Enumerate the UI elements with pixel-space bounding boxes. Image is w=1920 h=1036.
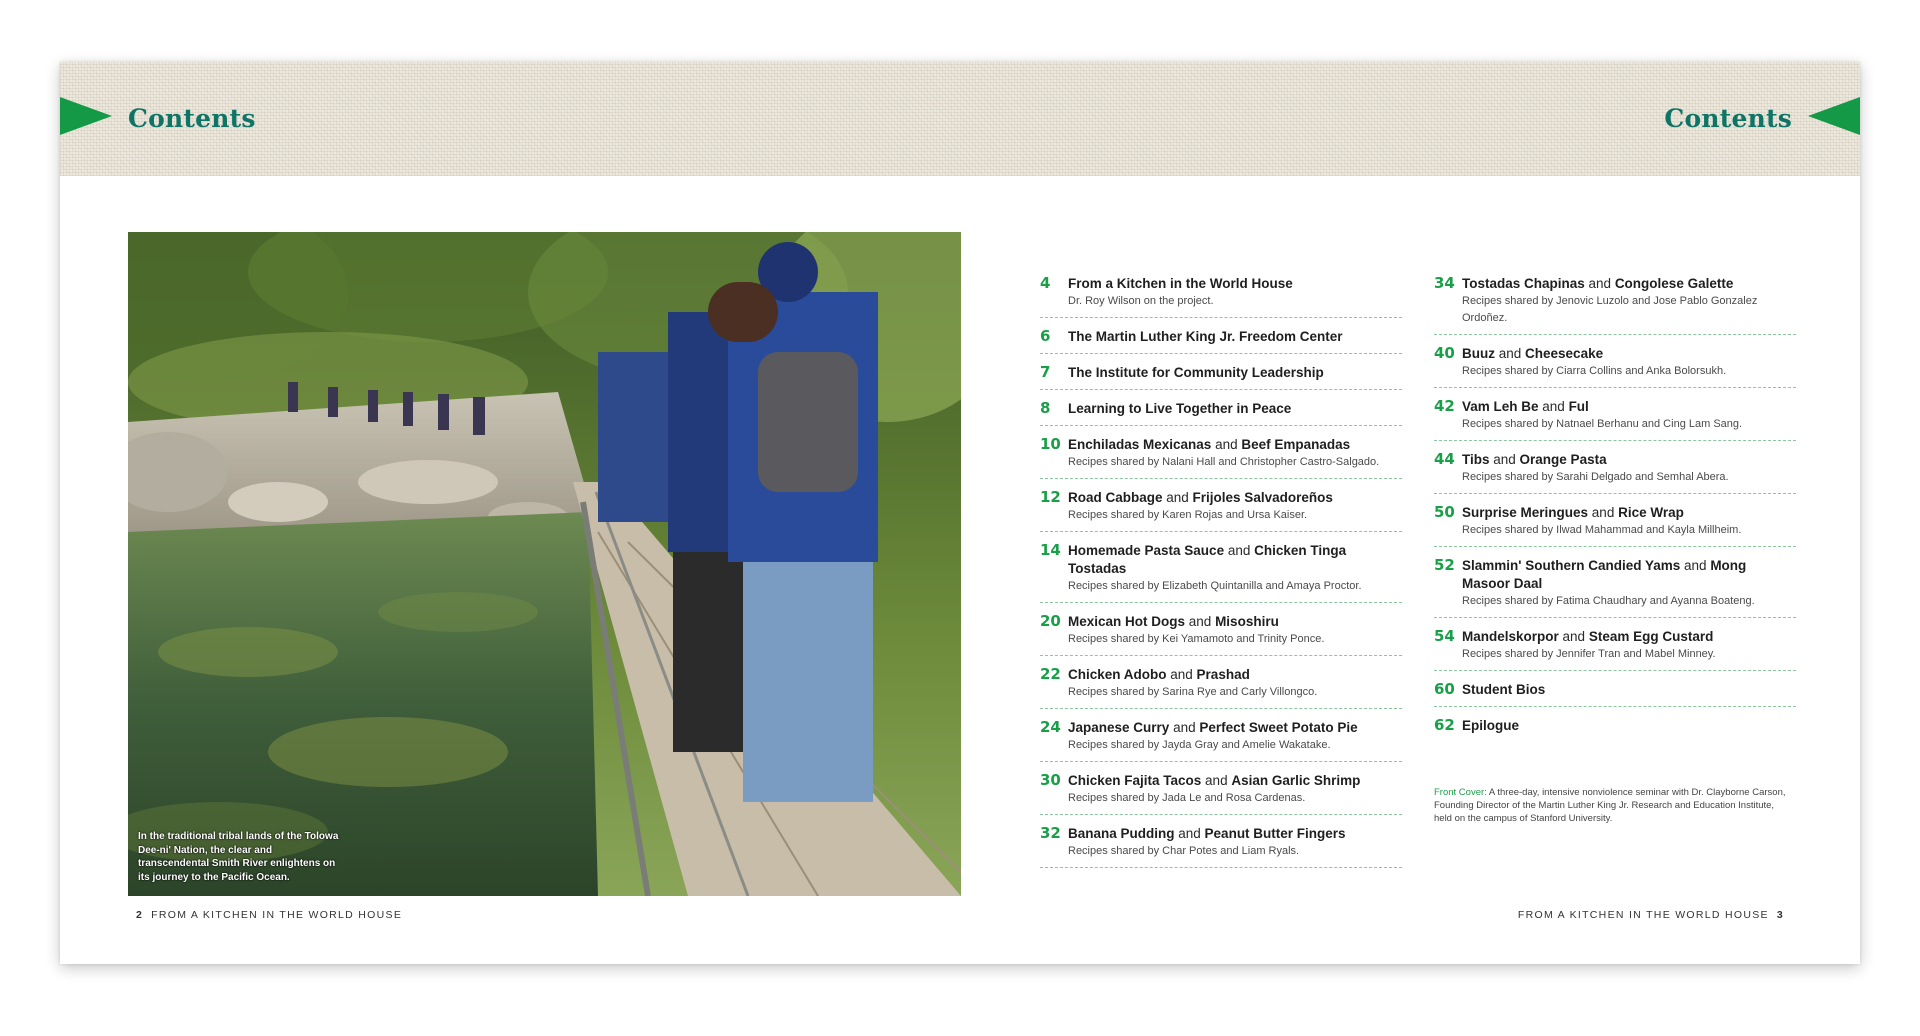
toc-title-and: and — [1166, 667, 1197, 682]
toc-title-secondary: Orange Pasta — [1519, 452, 1607, 467]
toc-page-number: 44 — [1434, 450, 1455, 468]
front-cover-text: A three-day, intensive nonviolence seminar with Dr. Clayborne Carson, Founding Director of the Martin Luther King Jr. Research and Education Institute, held on the campus of Stanford University. — [1434, 787, 1786, 824]
toc-title-secondary: Ful — [1568, 399, 1589, 414]
toc-title-secondary: Steam Egg Custard — [1588, 629, 1714, 644]
toc-entry[interactable] — [1040, 488, 1402, 532]
toc-entry[interactable] — [1434, 680, 1796, 707]
toc-title-primary: From a Kitchen in the World House — [1068, 276, 1293, 291]
toc-title-primary: Tibs — [1462, 452, 1490, 467]
toc-title-primary: The Institute for Community Leadership — [1068, 365, 1324, 380]
right-footer — [1518, 909, 1792, 921]
toc-entry-title — [1462, 716, 1796, 735]
toc-title-primary: Slammin' Southern Candied Yams — [1462, 558, 1681, 573]
toc-title-and: and — [1162, 490, 1193, 505]
toc-page-number: 52 — [1434, 556, 1455, 574]
toc-entry[interactable] — [1434, 503, 1796, 547]
toc-page-number: 60 — [1434, 680, 1455, 698]
toc-entry[interactable] — [1434, 397, 1796, 441]
toc-page-number: 4 — [1040, 274, 1051, 292]
front-cover-note — [1434, 786, 1794, 825]
toc-title-and: and — [1558, 629, 1589, 644]
toc-entry-subtitle: Recipes shared by Natnael Berhanu and Cing Lam Sang. — [1462, 418, 1743, 430]
toc-title-primary: The Martin Luther King Jr. Freedom Center — [1068, 329, 1343, 344]
toc-entry-title — [1462, 503, 1796, 522]
toc-page-number: 6 — [1040, 327, 1051, 345]
toc-title-secondary: Chicken Tinga Tostadas — [1068, 543, 1347, 576]
toc-page-number: 40 — [1434, 344, 1455, 362]
toc-entry-title — [1068, 718, 1402, 737]
toc-entry[interactable] — [1434, 450, 1796, 494]
toc-title-and: and — [1211, 437, 1242, 452]
right-footer-text: FROM A KITCHEN IN THE WORLD HOUSE — [1517, 909, 1769, 921]
toc-entry-subtitle: Recipes shared by Jennifer Tran and Mabel Minney. — [1462, 648, 1716, 660]
right-flag-marker — [1808, 97, 1860, 135]
toc-entry-subtitle: Recipes shared by Karen Rojas and Ursa Kaiser. — [1068, 509, 1308, 521]
toc-title-secondary: Congolese Galette — [1614, 276, 1734, 291]
toc-title-primary: Mexican Hot Dogs — [1068, 614, 1186, 629]
toc-title-primary: Chicken Adobo — [1068, 667, 1167, 682]
toc-title-and: and — [1588, 505, 1619, 520]
toc-entry-subtitle: Recipes shared by Fatima Chaudhary and Ayanna Boateng. — [1462, 595, 1755, 607]
toc-entry-subtitle: Recipes shared by Kei Yamamoto and Trinity Ponce. — [1068, 633, 1325, 645]
left-footer-text: FROM A KITCHEN IN THE WORLD HOUSE — [151, 909, 403, 921]
toc-title-primary: Buuz — [1462, 346, 1495, 361]
right-contents-title: Contents — [1664, 104, 1792, 133]
toc-title-primary: Vam Leh Be — [1462, 399, 1539, 414]
toc-page-number: 50 — [1434, 503, 1455, 521]
toc-title-and: and — [1174, 826, 1205, 841]
toc-title-primary: Tostadas Chapinas — [1462, 276, 1585, 291]
toc-title-secondary: Mong Masoor Daal — [1462, 558, 1747, 591]
left-footer — [128, 909, 402, 921]
toc-entry[interactable] — [1040, 771, 1402, 815]
toc-entry-title — [1068, 399, 1402, 418]
toc-left-column — [1040, 274, 1402, 877]
toc-entry-title — [1462, 680, 1796, 699]
toc-entry[interactable] — [1040, 435, 1402, 479]
toc-entry-title — [1068, 363, 1402, 382]
toc-title-primary: Epilogue — [1462, 718, 1519, 733]
toc-title-primary: Mandelskorpor — [1462, 629, 1559, 644]
toc-entry[interactable] — [1040, 718, 1402, 762]
toc-entry-title — [1068, 665, 1402, 684]
toc-page-number: 7 — [1040, 363, 1051, 381]
toc-title-and: and — [1495, 346, 1526, 361]
toc-entry-subtitle: Recipes shared by Nalani Hall and Christopher Castro-Salgado. — [1068, 456, 1380, 468]
toc-entry[interactable] — [1040, 327, 1402, 354]
toc-entry-title — [1068, 541, 1402, 578]
toc-title-secondary: Asian Garlic Shrimp — [1231, 773, 1361, 788]
toc-entry[interactable] — [1040, 612, 1402, 656]
toc-entry-subtitle: Recipes shared by Sarahi Delgado and Semhal Abera. — [1462, 471, 1729, 483]
toc-title-secondary: Frijoles Salvadoreños — [1192, 490, 1333, 505]
toc-entry-title — [1462, 556, 1796, 593]
toc-entry[interactable] — [1040, 541, 1402, 603]
toc-entry-title — [1068, 488, 1402, 507]
toc-title-secondary: Misoshiru — [1215, 614, 1279, 629]
toc-title-and: and — [1584, 276, 1615, 291]
toc-page-number: 8 — [1040, 399, 1051, 417]
toc-title-primary: Learning to Live Together in Peace — [1068, 401, 1292, 416]
toc-title-and: and — [1224, 543, 1255, 558]
toc-title-secondary: Beef Empanadas — [1241, 437, 1351, 452]
toc-entry[interactable] — [1040, 399, 1402, 426]
toc-entry-subtitle: Recipes shared by Ciarra Collins and Anka Bolorsukh. — [1462, 365, 1727, 377]
header-band — [60, 62, 1860, 176]
toc-page-number: 34 — [1434, 274, 1455, 292]
toc-title-secondary: Rice Wrap — [1618, 505, 1684, 520]
toc-page-number: 24 — [1040, 718, 1061, 736]
toc-page-number: 10 — [1040, 435, 1061, 453]
front-cover-label: Front Cover: — [1434, 787, 1487, 798]
toc-title-primary: Banana Pudding — [1068, 826, 1175, 841]
toc-entry-title — [1068, 771, 1402, 790]
toc-title-and: and — [1680, 558, 1711, 573]
toc-right-column — [1434, 274, 1796, 825]
toc-page-number: 62 — [1434, 716, 1455, 734]
toc-entry-subtitle: Recipes shared by Elizabeth Quintanilla and Amaya Proctor. — [1068, 580, 1362, 592]
left-flag-marker — [60, 97, 112, 135]
toc-title-secondary: Cheesecake — [1525, 346, 1604, 361]
toc-page-number: 42 — [1434, 397, 1455, 415]
toc-entry-subtitle: Recipes shared by Ilwad Mahammad and Kayla Millheim. — [1462, 524, 1742, 536]
toc-entry[interactable] — [1040, 665, 1402, 709]
toc-page-number: 12 — [1040, 488, 1061, 506]
left-page-number: 2 — [136, 909, 144, 921]
toc-title-and: and — [1538, 399, 1569, 414]
toc-title-and: and — [1201, 773, 1232, 788]
toc-entry[interactable] — [1434, 556, 1796, 618]
left-contents-title: Contents — [128, 104, 256, 133]
toc-entry[interactable] — [1434, 716, 1796, 742]
toc-title-secondary: Perfect Sweet Potato Pie — [1199, 720, 1358, 735]
toc-entry-subtitle: Recipes shared by Sarina Rye and Carly Villongco. — [1068, 686, 1318, 698]
toc-entry-title — [1462, 450, 1796, 469]
toc-entry-title — [1068, 612, 1402, 631]
toc-page-number: 14 — [1040, 541, 1061, 559]
toc-entry-title — [1462, 344, 1796, 363]
toc-entry-title — [1068, 274, 1402, 293]
toc-title-primary: Student Bios — [1462, 682, 1546, 697]
toc-entry[interactable] — [1040, 363, 1402, 390]
right-page-number: 3 — [1776, 909, 1784, 921]
river-hike-photo — [128, 232, 961, 896]
toc-title-and: and — [1489, 452, 1520, 467]
toc-page-number: 32 — [1040, 824, 1061, 842]
toc-page-number: 54 — [1434, 627, 1455, 645]
toc-title-secondary: Peanut Butter Fingers — [1204, 826, 1346, 841]
toc-page-number: 20 — [1040, 612, 1061, 630]
toc-title-and: and — [1185, 614, 1216, 629]
toc-entry[interactable] — [1040, 824, 1402, 868]
toc-entry-subtitle: Recipes shared by Jada Le and Rosa Cardenas. — [1068, 792, 1306, 804]
toc-entry-subtitle: Recipes shared by Jayda Gray and Amelie Wakatake. — [1068, 739, 1331, 751]
toc-entry[interactable] — [1434, 627, 1796, 671]
toc-entry-title — [1462, 627, 1796, 646]
toc-page-number: 30 — [1040, 771, 1061, 789]
toc-page-number: 22 — [1040, 665, 1061, 683]
toc-entry-subtitle: Recipes shared by Char Potes and Liam Ryals. — [1068, 845, 1300, 857]
toc-entry-title — [1462, 397, 1796, 416]
toc-title-primary: Japanese Curry — [1068, 720, 1170, 735]
toc-entry-subtitle: Dr. Roy Wilson on the project. — [1068, 295, 1214, 307]
toc-entry-subtitle: Recipes shared by Jenovic Luzolo and Jose Pablo Gonzalez Ordoñez. — [1462, 295, 1758, 324]
toc-title-primary: Enchiladas Mexicanas — [1068, 437, 1212, 452]
book-spread — [60, 62, 1860, 964]
toc-entry-title — [1068, 435, 1402, 454]
toc-title-primary: Road Cabbage — [1068, 490, 1163, 505]
toc-title-primary: Chicken Fajita Tacos — [1068, 773, 1202, 788]
toc-title-and: and — [1169, 720, 1200, 735]
toc-title-secondary: Prashad — [1196, 667, 1250, 682]
toc-entry-title — [1068, 824, 1402, 843]
toc-title-primary: Surprise Meringues — [1462, 505, 1589, 520]
toc-entry[interactable] — [1434, 344, 1796, 388]
toc-entry[interactable] — [1040, 274, 1402, 318]
toc-entry-title — [1068, 327, 1402, 346]
toc-entry-title — [1462, 274, 1796, 293]
toc-entry[interactable] — [1434, 274, 1796, 335]
photo-caption: In the traditional tribal lands of the Tolowa Dee-ni' Nation, the clear and transcendental Smith River enlightens on its journey to the Pacific Ocean. — [138, 831, 339, 883]
toc-title-primary: Homemade Pasta Sauce — [1068, 543, 1225, 558]
